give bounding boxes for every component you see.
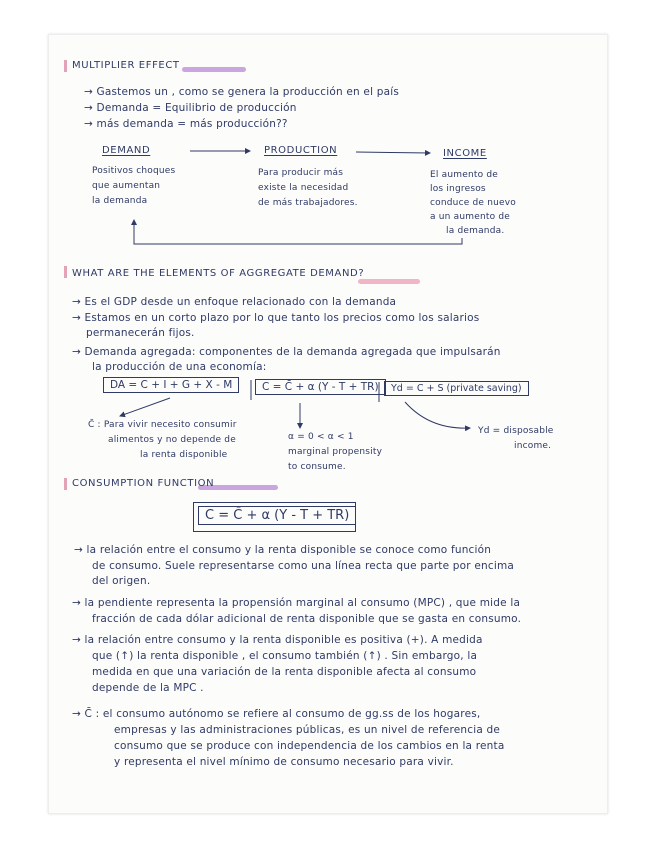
flow-text: Para producir más <box>258 168 344 178</box>
flow-text: conduce de nuevo <box>430 198 517 208</box>
note-line: del origen. <box>92 575 151 587</box>
annotation: income. <box>514 441 552 451</box>
note-line: de consumo. Suele representarse como una línea recta que parte por encima <box>92 560 515 572</box>
note-line: → Gastemos un , como se genera la producción en el país <box>84 86 400 98</box>
note-line: → Demanda = Equilibrio de producción <box>84 102 297 114</box>
flow-text: los ingresos <box>430 184 486 194</box>
flow-text: la demanda <box>92 196 148 206</box>
note-line: permanecerán fijos. <box>86 327 195 339</box>
flow-text: Positivos choques <box>92 166 176 176</box>
section-title: MULTIPLIER EFFECT <box>72 60 180 71</box>
annotation: C̄ : Para vivir necesito consumir <box>88 420 237 430</box>
note-line: → Es el GDP desde un enfoque relacionado con la demanda <box>72 296 397 308</box>
annotation-arrow <box>120 398 170 416</box>
flow-production-label: PRODUCTION <box>264 145 338 156</box>
note-line: → Estamos en un corto plazo por lo que tanto los precios como los salarios <box>72 312 480 324</box>
feedback-arrow <box>134 220 462 244</box>
flow-text: de más trabajadores. <box>258 198 358 208</box>
note-line: → Demanda agregada: componentes de la demanda agregada que impulsarán <box>72 346 501 358</box>
formula-box: C = C̄ + α (Y - T + TR) <box>255 379 386 395</box>
section-title: WHAT ARE THE ELEMENTS OF AGGREGATE DEMAND? <box>72 268 365 279</box>
flow-text: El aumento de <box>430 170 499 180</box>
annotation: la renta disponible <box>140 450 228 460</box>
note-line: → C̄ : el consumo autónomo se refiere al consumo de gg.ss de los hogares, <box>72 708 481 720</box>
flow-text: existe la necesidad <box>258 183 349 193</box>
note-line: → la relación entre el consumo y la renta disponible se conoce como función <box>74 544 492 556</box>
annotation: alimentos y no depende de <box>108 435 236 445</box>
consumption-formula: C = C̄ + α (Y - T + TR) <box>198 506 356 525</box>
note-line: consumo que se produce con independencia de los cambios en la renta <box>114 740 505 752</box>
flow-text: que aumentan <box>92 181 161 191</box>
note-line: medida en que una variación de la renta disponible afecta al consumo <box>92 666 477 678</box>
flow-text: la demanda. <box>446 226 505 236</box>
annotation: Yd = disposable <box>478 426 554 436</box>
note-line: empresas y las administraciones públicas, es un nivel de referencia de <box>114 724 501 736</box>
note-line: → la pendiente representa la propensión marginal al consumo (MPC) , que mide la <box>72 597 521 609</box>
section-title: CONSUMPTION FUNCTION <box>72 478 215 489</box>
annotation: marginal propensity <box>288 447 383 457</box>
flow-income-label: INCOME <box>443 148 487 159</box>
annotation-arrow <box>405 402 470 428</box>
annotation: to consume. <box>288 462 346 472</box>
formula-box: Yd = C + S (private saving) <box>384 381 529 396</box>
note-line: → la relación entre consumo y la renta disponible es positiva (+). A medida <box>72 634 483 646</box>
note-line: y representa el nivel mínimo de consumo necesario para vivir. <box>114 756 454 768</box>
note-line: → más demanda = más producción?? <box>84 118 288 130</box>
annotation: α = 0 < α < 1 <box>288 432 354 442</box>
flow-arrow <box>356 152 430 153</box>
note-line: la producción de una economía: <box>92 361 267 373</box>
note-line: que (↑) la renta disponible , el consumo también (↑) . Sin embargo, la <box>92 650 478 662</box>
formula-box: DA = C + I + G + X - M <box>103 377 239 393</box>
flow-demand-label: DEMAND <box>102 145 151 156</box>
flow-text: a un aumento de <box>430 212 511 222</box>
note-line: fracción de cada dólar adicional de renta disponible que se gasta en consumo. <box>92 613 522 625</box>
note-line: depende de la MPC . <box>92 682 204 694</box>
